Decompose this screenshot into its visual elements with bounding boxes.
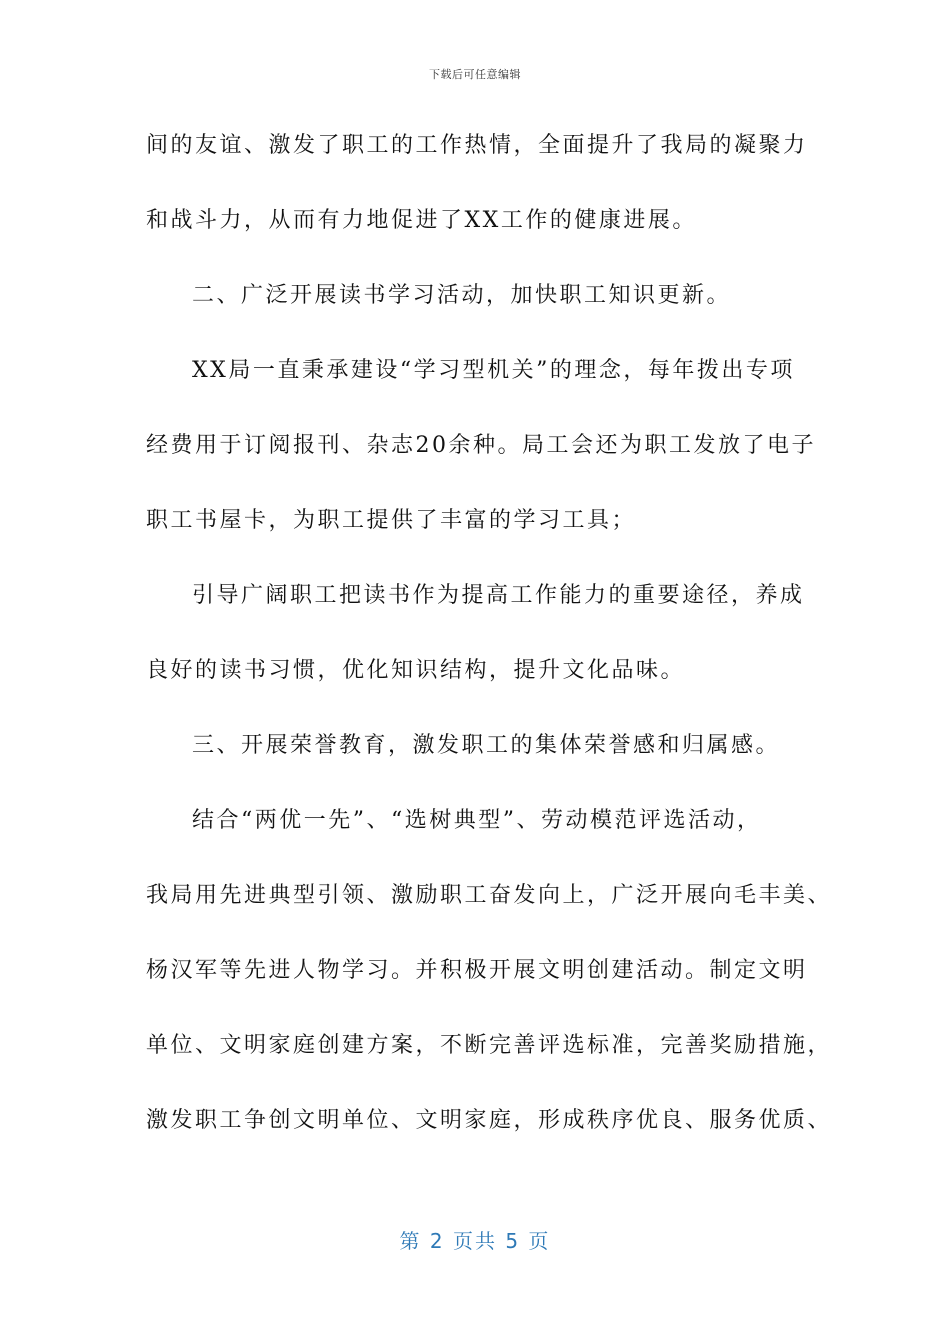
section-heading: 三、开展荣誉教育，激发职工的集体荣誉感和归属感。 [192, 733, 781, 758]
body-line: 结合“两优一先”、“选树典型”、劳动模范评选活动， [192, 808, 762, 833]
document-body [146, 128, 833, 1178]
body-line: 间的友谊、激发了职工的工作热情，全面提升了我局的凝聚力 [146, 133, 808, 158]
body-line: 经费用于订阅报刊、杂志20余种。局工会还为职工发放了电子 [146, 433, 816, 458]
body-line: 良好的读书习惯，优化知识结构，提升文化品味。 [146, 658, 686, 683]
body-line: 我局用先进典型引领、激励职工奋发向上，广泛开展向毛丰美、 [146, 883, 833, 908]
body-line: 和战斗力，从而有力地促进了XX工作的健康进展。 [146, 208, 697, 233]
body-line: XX局一直秉承建设“学习型机关”的理念，每年拨出专项 [192, 358, 795, 383]
body-line: 引导广阔职工把读书作为提高工作能力的重要途径，养成 [192, 583, 805, 608]
body-line: 激发职工争创文明单位、文明家庭，形成秩序优良、服务优质、 [146, 1108, 833, 1133]
section-heading: 二、广泛开展读书学习活动，加快职工知识更新。 [192, 283, 732, 308]
body-line: 单位、文明家庭创建方案，不断完善评选标准，完善奖励措施， [146, 1033, 833, 1058]
body-line: 杨汉军等先进人物学习。并积极开展文明创建活动。制定文明 [146, 958, 808, 983]
page-number-footer: 第 2 页共 5 页 [399, 1229, 551, 1253]
page-header-note: 下载后可任意编辑 [429, 68, 521, 81]
body-line: 职工书屋卡，为职工提供了丰富的学习工具； [146, 508, 637, 533]
